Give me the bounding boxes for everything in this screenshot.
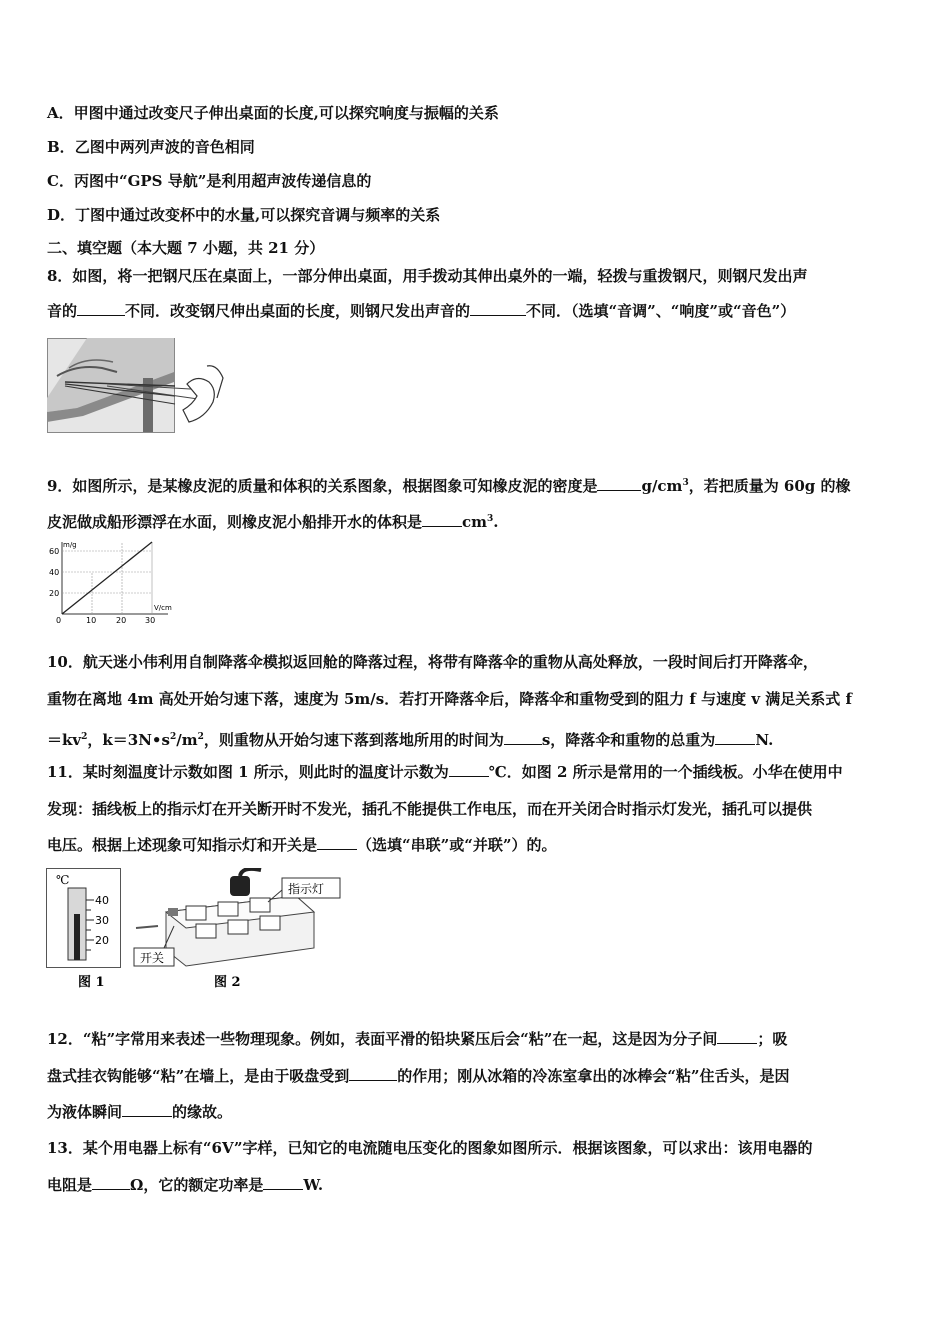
x-tick: 0 [56,616,62,625]
thermometer-and-power-strip-figure [46,868,356,996]
y-tick: 20 [49,589,60,598]
answer-blank[interactable] [715,730,755,745]
section-title: 二、填空题（本大题 7 小题，共 21 分） [47,239,325,257]
q10-line1: 10．航天迷小伟利用自制降落伞模拟返回舱的降落过程，将带有降落伞的重物从高处释放，一段时间后打开降落伞， [47,653,818,671]
mercury-column [74,914,80,960]
q13-line2: 电阻是 Ω，它的额定功率是 W. [47,1176,324,1194]
q9-line2: 皮泥做成船形漂浮在水面，则橡皮泥小船排开水的体积是 $cm^3$. [47,513,499,531]
ruler-figure [47,338,227,434]
answer-blank[interactable] [263,1175,303,1190]
q11-line3: 电压。根据上述现象可知指示灯和开关是 （选填“串联”或“并联”）的。 [47,836,557,854]
thermo-tick: 30 [95,914,109,927]
switch-label: 开关 [140,951,165,965]
q9-line1: 9．如图所示，是某橡皮泥的质量和体积的关系图象，根据图象可知橡皮泥的密度是 $g/cm^3$，若把质量为 60g 的橡 [47,477,851,495]
answer-blank[interactable] [77,301,125,316]
indicator-label: 指示灯 [288,882,325,896]
thermo-tick: 20 [95,934,109,947]
q11-line2: 发现：插线板上的指示灯在开关断开时不发光，插孔不能提供工作电压，而在开关闭合时指示灯发光，插孔可以提供 [47,800,813,818]
x-tick: 30 [145,616,156,625]
answer-blank[interactable] [422,512,462,527]
indicator-light [168,908,178,916]
q12-line3: 为液体瞬间 的缘故。 [47,1103,233,1121]
q10-line2: 重物在离地 4m 高处开始匀速下落，速度为 5m/s．若打开降落伞后，降落伞和重物受到的阻力 f 与速度 v 满足关系式 f [47,690,852,708]
q13-line1: 13．某个用电器上标有“6V”字样，已知它的电流随电压变化的图象如图所示．根据该图象，可以求出：该用电器的 [47,1139,813,1157]
figure-1-caption: 图 1 [78,975,105,990]
q12-line2: 盘式挂衣钩能够“粘”在墙上，是由于吸盘受到 的作用；刚从冰箱的冷冻室拿出的冰棒会“粘”住舌头，是因 [47,1067,790,1085]
answer-blank[interactable] [717,1029,757,1044]
y-axis-label: m/g [63,541,77,549]
q8-line2: 音的 不同．改变钢尺伸出桌面的长度，则钢尺发出声音的 不同．（选填“音调”、“响度”或“音色”） [47,302,796,320]
answer-blank[interactable] [349,1066,397,1081]
density-line [62,542,152,614]
figure-2-caption: 图 2 [214,975,241,990]
answer-blank[interactable] [504,730,542,745]
answer-blank[interactable] [122,1102,172,1117]
x-tick: 20 [116,616,127,625]
q8-line1: 8．如图，将一把钢尺压在桌面上，一部分伸出桌面，用手拨动其伸出桌外的一端，轻拨与重拨钢尺，则钢尺发出声 [47,267,808,285]
q12-line1: 12．“粘”字常用来表述一些物理现象。例如，表面平滑的铅块紧压后会“粘”在一起，这是因为分子间 ；吸 [47,1030,788,1048]
option-a: A．甲图中通过改变尺子伸出桌面的长度,可以探究响度与振幅的关系 [47,104,499,122]
option-d: D．丁图中通过改变杯中的水量,可以探究音调与频率的关系 [47,206,441,224]
q11-line1: 11．某时刻温度计示数如图 1 所示，则此时的温度计示数为 ℃．如图 2 所示是常用的一个插线板。小华在使用中 [47,763,843,781]
option-c: C．丙图中“GPS 导航”是利用超声波传递信息的 [47,172,372,190]
celsius-unit: ℃ [56,873,70,887]
plug [230,876,250,896]
answer-blank[interactable] [449,762,489,777]
y-tick: 40 [49,568,60,577]
answer-blank[interactable] [92,1175,130,1190]
answer-blank[interactable] [597,476,641,491]
answer-blank[interactable] [317,835,357,850]
option-b: B．乙图中两列声波的音色相同 [47,138,255,156]
y-tick: 60 [49,547,60,556]
mass-volume-graph [44,538,172,626]
x-axis-label: V/cm [154,604,172,612]
answer-blank[interactable] [470,301,526,316]
thermo-tick: 40 [95,894,109,907]
q10-line3: $=kv^2$，$k=3N•s^2/m^2$，则重物从开始匀速下落到落地所用的时间为 s，降落伞和重物的总重为 N. [47,731,774,749]
x-tick: 10 [86,616,97,625]
